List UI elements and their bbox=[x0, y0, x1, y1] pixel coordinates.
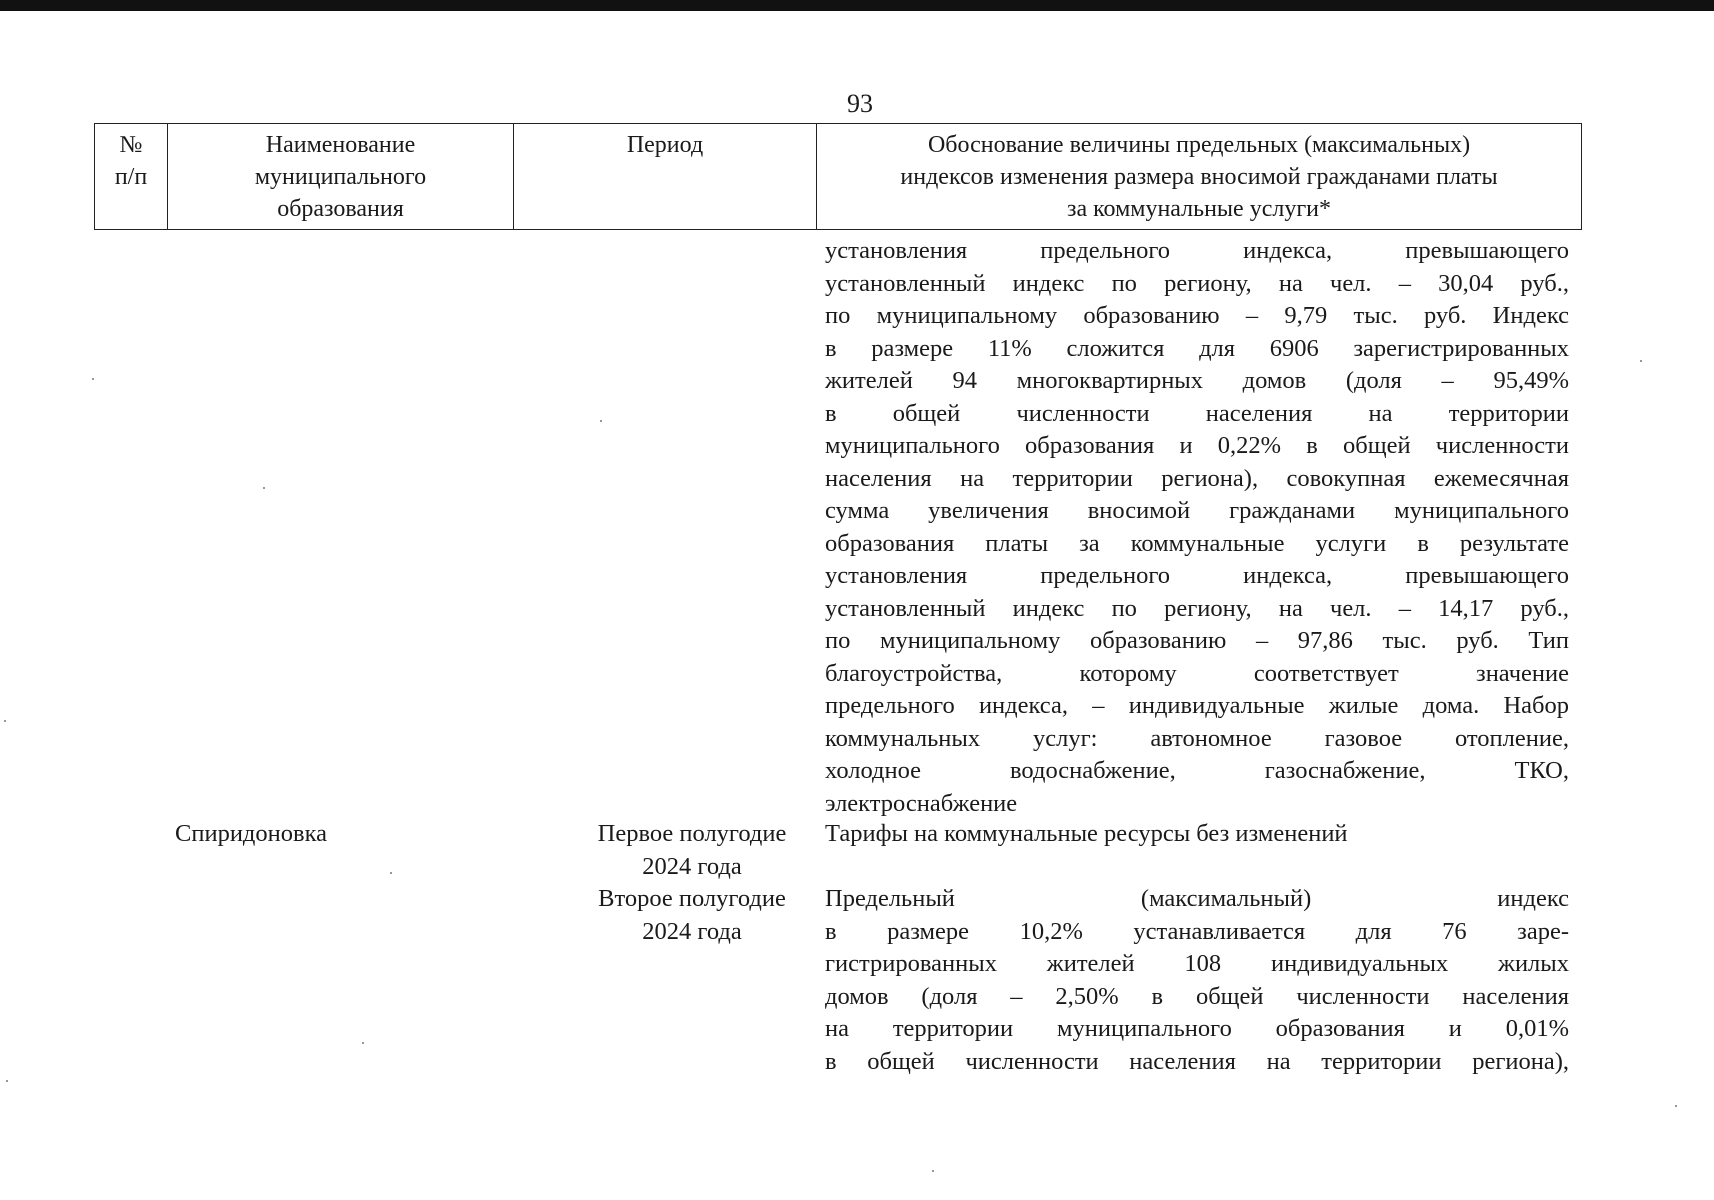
scan-speck bbox=[4, 720, 6, 722]
scan-speck bbox=[1675, 1105, 1677, 1107]
period-text: 2024 года bbox=[642, 917, 742, 945]
scan-speck bbox=[362, 1042, 364, 1044]
text-line: муниципального образования и 0,22% в общей численности bbox=[825, 432, 1569, 459]
text-line: установленный индекс по региону, на чел. – 14,17 руб., bbox=[825, 594, 1569, 622]
first-half-justification: Тарифы на коммунальные ресурсы без изменений bbox=[825, 820, 1348, 847]
scan-speck bbox=[92, 378, 94, 380]
text-line: коммунальных услуг: автономное газовое отопление, bbox=[825, 724, 1569, 752]
header-text: № bbox=[119, 132, 143, 158]
header-text: образования bbox=[277, 196, 404, 222]
text-line: на территории муниципального образования и 0,01% bbox=[825, 1015, 1569, 1042]
period-text: Второе полугодие bbox=[598, 885, 786, 912]
text-line: предельного индекса, – индивидуальные жилые дома. Набор bbox=[825, 692, 1569, 719]
header-text: индексов изменения размера вносимой гражданами платы bbox=[900, 164, 1498, 190]
text-line: сумма увеличения вносимой гражданами муниципального bbox=[825, 497, 1569, 524]
scan-speck bbox=[932, 1170, 934, 1172]
text-line: по муниципальному образованию – 97,86 тыс. руб. Тип bbox=[825, 627, 1569, 654]
continued-justification-text bbox=[825, 235, 1569, 820]
scan-speck bbox=[390, 872, 392, 874]
text-line: гистрированных жителей 108 индивидуальных жилых bbox=[825, 950, 1569, 977]
period-second-half bbox=[518, 883, 866, 948]
text-line: в размере 10,2% устанавливается для 76 заре- bbox=[825, 917, 1569, 945]
header-text: Наименование bbox=[265, 132, 416, 158]
scan-speck bbox=[600, 420, 602, 422]
text-line: в общей численности населения на территории bbox=[825, 399, 1569, 427]
text-line: домов (доля – 2,50% в общей численности населения bbox=[825, 982, 1569, 1010]
header-text: п/п bbox=[114, 164, 148, 190]
header-text: муниципального bbox=[254, 164, 427, 190]
text-line: благоустройства, которому соответствует значение bbox=[825, 659, 1569, 687]
second-half-justification bbox=[825, 883, 1569, 1078]
municipality-name: Спиридоновка bbox=[175, 820, 327, 847]
text-line: холодное водоснабжение, газоснабжение, ТКО, bbox=[825, 757, 1569, 784]
text-line: населения на территории региона), совокупная ежемесячная bbox=[825, 464, 1569, 492]
scan-speck bbox=[263, 487, 265, 489]
scan-speck bbox=[6, 1080, 8, 1082]
text-line: в размере 11% сложится для 6906 зарегистрированных bbox=[825, 334, 1569, 362]
period-text: Первое полугодие bbox=[597, 820, 787, 847]
header-text: Период bbox=[626, 132, 704, 158]
text-line: в общей численности населения на территории региона), bbox=[825, 1047, 1569, 1075]
page-number: 93 bbox=[847, 89, 873, 118]
text-line: электроснабжение bbox=[825, 789, 1018, 817]
text-line: Предельный (максимальный) индекс bbox=[825, 885, 1569, 912]
scan-speck bbox=[1640, 360, 1642, 362]
header-text: за коммунальные услуги* bbox=[1066, 196, 1332, 222]
text-line: установленный индекс по региону, на чел. – 30,04 руб., bbox=[825, 269, 1569, 297]
period-first-half bbox=[518, 818, 866, 883]
text-line: установления предельного индекса, превышающего bbox=[825, 562, 1569, 589]
period-text: 2024 года bbox=[642, 852, 742, 880]
header-text: Обоснование величины предельных (максимальных) bbox=[927, 132, 1471, 158]
text-line: по муниципальному образованию – 9,79 тыс. руб. Индекс bbox=[825, 302, 1569, 329]
text-line: образования платы за коммунальные услуги в результате bbox=[825, 529, 1569, 557]
text-line: установления предельного индекса, превышающего bbox=[825, 237, 1569, 264]
text-line: жителей 94 многоквартирных домов (доля – 95,49% bbox=[825, 367, 1569, 394]
